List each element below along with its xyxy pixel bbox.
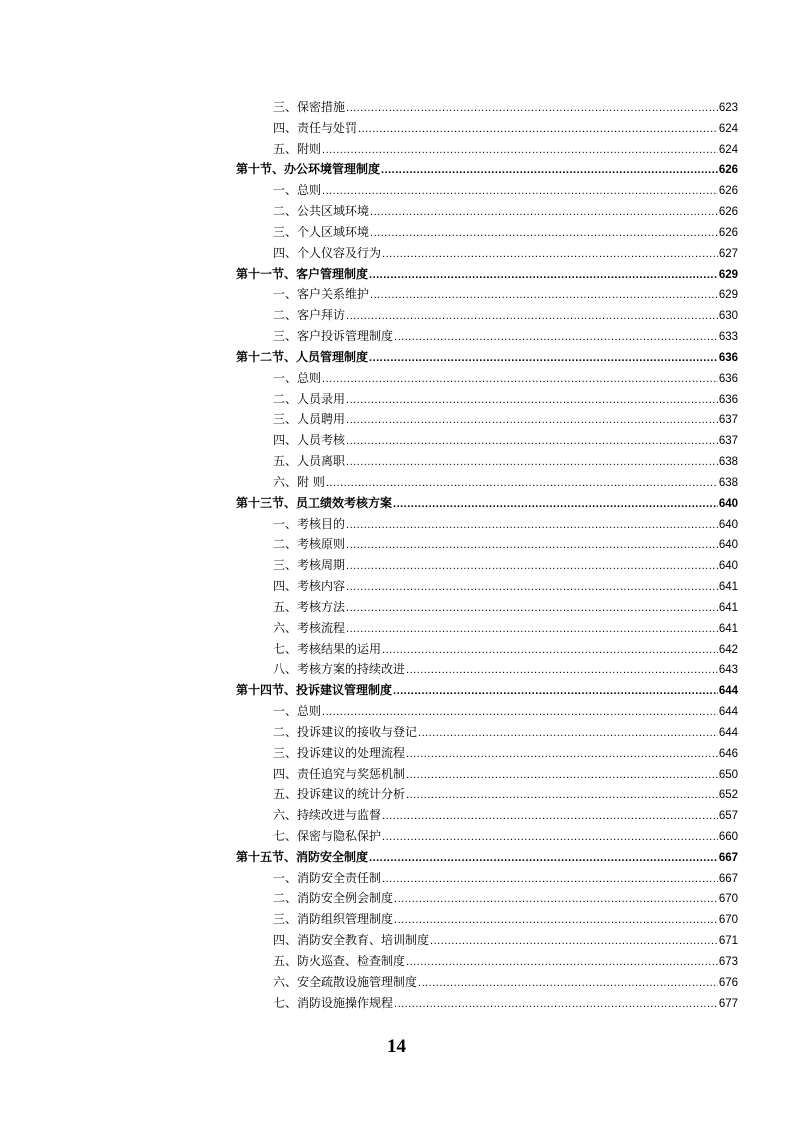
toc-subsection-entry[interactable]	[236, 222, 738, 243]
toc-dot-leader	[394, 910, 718, 930]
toc-dot-leader	[418, 723, 718, 743]
toc-entry-title: 二、人员录用	[273, 391, 346, 406]
toc-subsection-entry[interactable]	[236, 326, 738, 347]
toc-dot-leader	[393, 681, 718, 701]
toc-entry-title: 三、个人区域环境	[273, 224, 370, 239]
toc-dot-leader	[369, 348, 718, 368]
toc-subsection-entry[interactable]	[236, 993, 738, 1014]
toc-dot-leader	[381, 160, 718, 180]
toc-dot-leader	[346, 619, 718, 639]
toc-subsection-entry[interactable]	[236, 659, 738, 680]
toc-entry-page: 636	[718, 351, 738, 364]
toc-entry-title: 四、人员考核	[273, 433, 346, 448]
toc-dot-leader	[346, 98, 718, 118]
toc-entry-title: 三、消防组织管理制度	[273, 912, 394, 927]
toc-dot-leader	[346, 535, 718, 555]
toc-dot-leader	[346, 556, 718, 576]
toc-entry-page: 629	[718, 268, 738, 281]
toc-subsection-entry[interactable]	[236, 576, 738, 597]
toc-entry-title: 二、公共区域环境	[273, 204, 370, 219]
toc-dot-leader	[430, 931, 718, 951]
toc-subsection-entry[interactable]	[236, 284, 738, 305]
toc-entry-title: 七、保密与隐私保护	[273, 828, 382, 843]
toc-entry-page: 642	[718, 643, 738, 656]
toc-entry-title: 一、客户关系维护	[273, 287, 370, 302]
toc-dot-leader	[346, 306, 718, 326]
toc-dot-leader	[322, 369, 718, 389]
toc-entry-page: 640	[718, 560, 738, 573]
toc-dot-leader	[369, 848, 718, 868]
toc-entry-page: 640	[718, 539, 738, 552]
toc-dot-leader	[370, 285, 718, 305]
toc-subsection-entry[interactable]	[236, 389, 738, 410]
toc-dot-leader	[322, 140, 718, 160]
toc-dot-leader	[370, 202, 718, 222]
toc-entry-title: 第十一节、客户管理制度	[236, 266, 369, 281]
toc-entry-page: 676	[718, 976, 738, 989]
toc-entry-page: 624	[718, 143, 738, 156]
toc-entry-title: 三、考核周期	[273, 558, 346, 573]
toc-entry-title: 第十五节、消防安全制度	[236, 849, 369, 864]
toc-entry-page: 629	[718, 289, 738, 302]
toc-dot-leader	[346, 431, 718, 451]
toc-entry-page: 623	[718, 102, 738, 114]
toc-entry-title: 二、投诉建议的接收与登记	[273, 724, 418, 739]
toc-entry-page: 636	[718, 393, 738, 406]
toc-entry-page: 624	[718, 122, 738, 135]
toc-entry-title: 三、客户投诉管理制度	[273, 329, 394, 344]
toc-dot-leader	[322, 702, 718, 722]
toc-entry-page: 667	[718, 872, 738, 885]
toc-dot-leader	[406, 660, 718, 680]
toc-entry-page: 671	[718, 935, 738, 948]
toc-entry-title: 二、消防安全例会制度	[273, 891, 394, 906]
toc-entry-title: 五、人员离职	[273, 454, 346, 469]
toc-subsection-entry[interactable]	[236, 305, 738, 326]
toc-entry-page: 633	[718, 331, 738, 344]
toc-entry-page: 627	[718, 247, 738, 260]
toc-entry-title: 第十三节、员工绩效考核方案	[236, 495, 393, 510]
toc-subsection-entry[interactable]	[236, 618, 738, 639]
toc-dot-leader	[346, 410, 718, 430]
toc-entry-title: 第十节、办公环境管理制度	[236, 162, 381, 177]
toc-entry-page: 638	[718, 456, 738, 469]
toc-dot-leader	[346, 598, 718, 618]
toc-entry-page: 657	[718, 810, 738, 823]
toc-subsection-entry[interactable]	[236, 430, 738, 451]
toc-section-entry[interactable]	[236, 493, 738, 514]
toc-entry-title: 五、投诉建议的统计分析	[273, 787, 406, 802]
toc-dot-leader	[346, 390, 718, 410]
toc-dot-leader	[382, 827, 718, 847]
toc-dot-leader	[326, 473, 718, 493]
toc-subsection-entry[interactable]	[236, 597, 738, 618]
toc-entry-page: 626	[718, 164, 738, 177]
toc-subsection-entry[interactable]	[236, 451, 738, 472]
toc-subsection-entry[interactable]	[236, 722, 738, 743]
toc-entry-title: 七、考核结果的运用	[273, 641, 382, 656]
toc-entry-page: 641	[718, 622, 738, 635]
toc-dot-leader	[394, 994, 718, 1014]
toc-subsection-entry[interactable]	[236, 514, 738, 535]
toc-entry-page: 644	[718, 685, 738, 698]
toc-subsection-entry[interactable]	[236, 201, 738, 222]
toc-entry-title: 四、责任追究与奖惩机制	[273, 766, 406, 781]
toc-entry-page: 637	[718, 435, 738, 448]
toc-entry-page: 673	[718, 955, 738, 968]
toc-entry-title: 三、人员聘用	[273, 412, 346, 427]
toc-entry-title: 一、总则	[273, 370, 322, 385]
toc-entry-title: 四、责任与处罚	[273, 120, 358, 135]
toc-entry-page: 646	[718, 747, 738, 760]
toc-section-entry[interactable]	[236, 847, 738, 868]
toc-entry-title: 五、附则	[273, 141, 322, 156]
toc-dot-leader	[369, 265, 718, 285]
toc-entry-page: 626	[718, 226, 738, 239]
toc-entry-page: 641	[718, 581, 738, 594]
toc-entry-page: 670	[718, 893, 738, 906]
toc-entry-title: 八、考核方案的持续改进	[273, 662, 406, 677]
toc-entry-title: 三、投诉建议的处理流程	[273, 745, 406, 760]
toc-entry-page: 626	[718, 185, 738, 198]
toc-subsection-entry[interactable]	[236, 180, 738, 201]
toc-entry-page: 640	[718, 518, 738, 531]
toc-dot-leader	[406, 744, 718, 764]
toc-dot-leader	[370, 223, 718, 243]
toc-entry-page: 667	[718, 851, 738, 864]
toc-subsection-entry[interactable]	[236, 868, 738, 889]
toc-entry-page: 652	[718, 789, 738, 802]
toc-entry-title: 四、考核内容	[273, 579, 346, 594]
toc-subsection-entry[interactable]	[236, 909, 738, 930]
toc-entry-page: 637	[718, 414, 738, 427]
table-of-contents	[236, 97, 738, 1013]
toc-entry-page: 641	[718, 601, 738, 614]
page-number: 14	[387, 1036, 406, 1057]
toc-subsection-entry[interactable]	[236, 472, 738, 493]
toc-entry-title: 一、考核目的	[273, 516, 346, 531]
toc-dot-leader	[346, 452, 718, 472]
toc-entry-page: 650	[718, 768, 738, 781]
toc-subsection-entry[interactable]	[236, 368, 738, 389]
toc-dot-leader	[346, 577, 718, 597]
toc-entry-page: 626	[718, 206, 738, 219]
toc-section-entry[interactable]	[236, 680, 738, 701]
toc-section-entry[interactable]	[236, 264, 738, 285]
toc-subsection-entry[interactable]	[236, 97, 738, 118]
toc-subsection-entry[interactable]	[236, 139, 738, 160]
toc-subsection-entry[interactable]	[236, 888, 738, 909]
toc-entry-page: 630	[718, 310, 738, 323]
toc-entry-title: 五、考核方法	[273, 599, 346, 614]
toc-dot-leader	[382, 806, 718, 826]
toc-subsection-entry[interactable]	[236, 409, 738, 430]
toc-dot-leader	[382, 244, 718, 264]
toc-entry-title: 六、附 则	[273, 474, 325, 489]
toc-section-entry[interactable]	[236, 159, 738, 180]
toc-entry-title: 三、保密措施	[273, 100, 346, 114]
toc-subsection-entry[interactable]	[236, 930, 738, 951]
toc-entry-page: 643	[718, 664, 738, 677]
toc-entry-title: 六、考核流程	[273, 620, 346, 635]
toc-entry-page: 677	[718, 997, 738, 1010]
toc-dot-leader	[406, 785, 718, 805]
toc-subsection-entry[interactable]	[236, 534, 738, 555]
toc-entry-title: 二、考核原则	[273, 537, 346, 552]
toc-entry-title: 一、总则	[273, 704, 322, 719]
toc-dot-leader	[346, 515, 718, 535]
toc-dot-leader	[382, 640, 718, 660]
toc-entry-title: 第十二节、人员管理制度	[236, 349, 369, 364]
toc-entry-title: 四、消防安全教育、培训制度	[273, 933, 430, 948]
toc-entry-title: 七、消防设施操作规程	[273, 995, 394, 1010]
toc-dot-leader	[394, 327, 718, 347]
toc-entry-page: 638	[718, 476, 738, 489]
toc-dot-leader	[406, 765, 718, 785]
toc-subsection-entry[interactable]	[236, 701, 738, 722]
toc-subsection-entry[interactable]	[236, 972, 738, 993]
toc-dot-leader	[394, 889, 718, 909]
toc-entry-page: 660	[718, 830, 738, 843]
toc-dot-leader	[358, 119, 718, 139]
toc-subsection-entry[interactable]	[236, 639, 738, 660]
toc-subsection-entry[interactable]	[236, 805, 738, 826]
toc-subsection-entry[interactable]	[236, 784, 738, 805]
toc-entry-title: 二、客户拜访	[273, 308, 346, 323]
toc-section-entry[interactable]	[236, 347, 738, 368]
toc-dot-leader	[322, 181, 718, 201]
toc-entry-page: 670	[718, 914, 738, 927]
toc-subsection-entry[interactable]	[236, 118, 738, 139]
toc-dot-leader	[393, 494, 718, 514]
toc-entry-page: 640	[718, 497, 738, 510]
toc-entry-title: 六、安全疏散设施管理制度	[273, 974, 418, 989]
toc-entry-title: 一、消防安全责任制	[273, 870, 382, 885]
toc-entry-title: 四、个人仪容及行为	[273, 245, 382, 260]
toc-entry-page: 644	[718, 706, 738, 719]
toc-entry-title: 六、持续改进与监督	[273, 808, 382, 823]
toc-entry-title: 一、总则	[273, 183, 322, 198]
toc-dot-leader	[382, 869, 718, 889]
toc-dot-leader	[406, 952, 718, 972]
toc-dot-leader	[418, 973, 718, 993]
toc-entry-page: 644	[718, 726, 738, 739]
toc-subsection-entry[interactable]	[236, 764, 738, 785]
toc-subsection-entry[interactable]	[236, 951, 738, 972]
toc-entry-page: 636	[718, 372, 738, 385]
toc-entry-title: 五、防火巡查、检查制度	[273, 953, 406, 968]
toc-entry-title: 第十四节、投诉建议管理制度	[236, 683, 393, 698]
toc-subsection-entry[interactable]	[236, 243, 738, 264]
toc-subsection-entry[interactable]	[236, 555, 738, 576]
toc-subsection-entry[interactable]	[236, 826, 738, 847]
toc-subsection-entry[interactable]	[236, 743, 738, 764]
